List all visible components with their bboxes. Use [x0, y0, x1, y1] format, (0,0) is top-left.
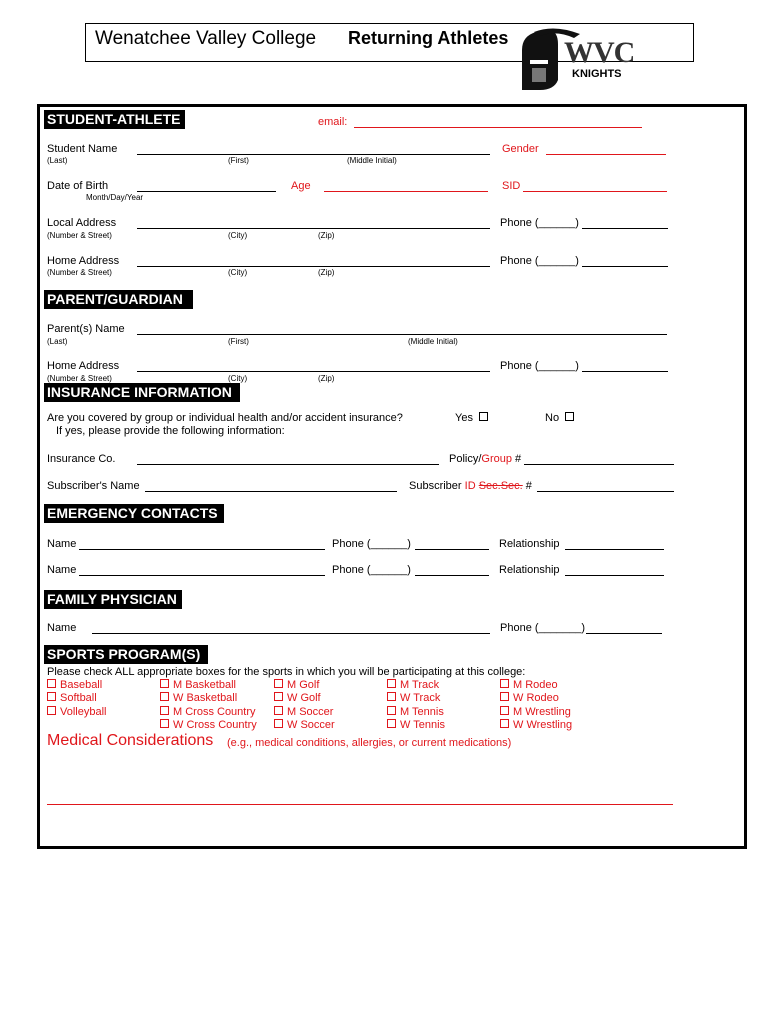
sport-label: M Soccer: [287, 705, 334, 718]
physician-phone-field[interactable]: [586, 633, 662, 634]
logo-subtext: KNIGHTS: [572, 68, 622, 80]
sport-label: M Wrestling: [513, 705, 571, 718]
email-label: email:: [318, 116, 348, 128]
parents-name-label: Parent(s) Name: [47, 323, 125, 335]
insurance-company-field[interactable]: [137, 464, 439, 465]
emergency1-name-field[interactable]: [79, 549, 325, 550]
sport-label: M Cross Country: [173, 705, 256, 718]
medical-hint: (e.g., medical conditions, allergies, or current medications): [227, 737, 512, 749]
medical-label: Medical Considerations: [47, 732, 214, 749]
group-label: Group: [481, 453, 512, 465]
dob-field[interactable]: [137, 191, 276, 192]
sport-option[interactable]: [47, 706, 106, 719]
sport-option[interactable]: [500, 692, 572, 705]
email-field[interactable]: [354, 127, 642, 128]
sport-checkbox[interactable]: [47, 692, 56, 701]
sport-checkbox[interactable]: [160, 719, 169, 728]
section-insurance: INSURANCE INFORMATION: [44, 383, 240, 402]
sport-label: M Track: [400, 679, 440, 691]
sport-label: W Tennis: [400, 719, 446, 732]
sport-checkbox[interactable]: [387, 679, 396, 688]
sport-label: M Basketball: [173, 679, 236, 691]
sport-label: M Tennis: [400, 705, 444, 718]
student-last-hint: (Last): [47, 156, 68, 165]
sport-label: W Soccer: [287, 719, 335, 732]
yes-label: Yes: [455, 412, 473, 424]
sport-checkbox[interactable]: [47, 679, 56, 688]
sports-column-4: [387, 679, 445, 733]
college-name: Wenatchee Valley College: [95, 28, 317, 49]
sport-option[interactable]: [387, 706, 445, 719]
sport-label: Baseball: [60, 679, 103, 691]
secsec-label: Sec.Sec.: [478, 480, 523, 492]
local-city-hint: (City): [228, 231, 248, 240]
no-checkbox[interactable]: [565, 412, 574, 421]
subscriber-id-label: [409, 480, 532, 492]
section-parent-guardian: PARENT/GUARDIAN: [44, 290, 193, 309]
parent-phone-field[interactable]: [582, 371, 668, 372]
sports-column-2: [160, 679, 257, 733]
local-phone-field[interactable]: [582, 228, 668, 229]
parent-street-hint: (Number & Street): [47, 374, 112, 383]
sport-checkbox[interactable]: [160, 706, 169, 715]
sport-label: Softball: [60, 692, 97, 705]
emergency1-relationship-label: Relationship: [499, 538, 560, 550]
sport-checkbox[interactable]: [274, 679, 283, 688]
sport-label: W Rodeo: [513, 692, 559, 705]
policy-label: Policy/: [449, 453, 482, 465]
sport-label: W Cross Country: [173, 719, 257, 732]
student-name-field[interactable]: [137, 154, 490, 155]
sport-option[interactable]: [500, 706, 572, 719]
sport-option[interactable]: [160, 679, 257, 692]
parents-name-field[interactable]: [137, 334, 667, 335]
emergency2-phone-label: Phone (______): [332, 564, 411, 576]
student-middle-hint: (Middle Initial): [347, 156, 397, 165]
sport-option[interactable]: [160, 692, 257, 705]
sport-label: Volleyball: [60, 705, 107, 718]
sport-label: W Track: [400, 692, 441, 705]
sport-checkbox[interactable]: [500, 692, 509, 701]
emergency2-name-field[interactable]: [79, 575, 325, 576]
sport-option[interactable]: [500, 679, 572, 692]
subscriber-hash: #: [525, 480, 532, 492]
subscriber-name-field[interactable]: [145, 491, 397, 492]
gender-field[interactable]: [546, 154, 666, 155]
home-city-hint: (City): [228, 268, 248, 277]
section-student-athlete: STUDENT-ATHLETE: [44, 110, 185, 129]
policy-group-label: [449, 453, 521, 465]
age-label: Age: [291, 180, 311, 192]
sport-option[interactable]: [387, 719, 445, 732]
sports-column-1: [47, 679, 106, 719]
sport-checkbox[interactable]: [160, 679, 169, 688]
sport-option[interactable]: [274, 692, 335, 705]
sport-checkbox[interactable]: [500, 679, 509, 688]
sport-label: W Golf: [287, 692, 321, 705]
sport-checkbox[interactable]: [274, 706, 283, 715]
sports-column-5: [500, 679, 572, 733]
local-address-label: Local Address: [47, 217, 117, 229]
sid-field[interactable]: [523, 191, 667, 192]
sport-checkbox[interactable]: [274, 719, 283, 728]
emergency1-phone-label: Phone (______): [332, 538, 411, 550]
no-label: No: [545, 412, 560, 424]
emergency2-name-label: Name: [47, 564, 77, 576]
insurance-yes-option[interactable]: [455, 412, 492, 424]
parent-first-hint: (First): [228, 337, 249, 346]
parent-city-hint: (City): [228, 374, 248, 383]
emergency1-relationship-field[interactable]: [565, 549, 664, 550]
parent-home-address-field[interactable]: [137, 371, 490, 372]
sport-checkbox[interactable]: [387, 706, 396, 715]
home-address-label: Home Address: [47, 255, 120, 267]
sport-label: W Basketball: [173, 692, 238, 705]
sport-option[interactable]: [274, 719, 335, 732]
dob-format-hint: Month/Day/Year: [86, 193, 144, 202]
dob-label: Date of Birth: [47, 180, 109, 192]
student-name-label: Student Name: [47, 143, 118, 155]
id-label: ID: [464, 480, 476, 492]
sport-label: W Wrestling: [513, 719, 573, 732]
home-zip-hint: (Zip): [318, 268, 335, 277]
subscriber-label: Subscriber: [409, 480, 462, 492]
emergency2-relationship-label: Relationship: [499, 564, 560, 576]
age-field[interactable]: [324, 191, 488, 192]
sport-option[interactable]: [274, 706, 335, 719]
sport-option[interactable]: [47, 679, 106, 692]
home-address-field[interactable]: [137, 266, 490, 267]
sport-option[interactable]: [387, 679, 445, 692]
section-sports: SPORTS PROGRAM(S): [44, 645, 208, 664]
parent-zip-hint: (Zip): [318, 374, 335, 383]
sid-label: SID: [502, 180, 521, 192]
local-zip-hint: (Zip): [318, 231, 335, 240]
form-title: Returning Athletes: [348, 28, 509, 48]
sport-checkbox[interactable]: [387, 719, 396, 728]
policy-group-field[interactable]: [524, 464, 674, 465]
sport-option[interactable]: [160, 706, 257, 719]
local-phone-label: Phone (______): [500, 217, 579, 229]
sport-checkbox[interactable]: [274, 692, 283, 701]
sports-instruction: Please check ALL appropriate boxes for the sports in which you will be participating at this college:: [47, 666, 526, 678]
medical-field[interactable]: [47, 804, 673, 805]
physician-phone-label: Phone (_______): [500, 622, 586, 634]
policy-hash: #: [515, 453, 522, 465]
parent-middle-hint: (Middle Initial): [408, 337, 458, 346]
sport-checkbox[interactable]: [500, 719, 509, 728]
sport-option[interactable]: [274, 679, 335, 692]
local-street-hint: (Number & Street): [47, 231, 112, 240]
parent-last-hint: (Last): [47, 337, 68, 346]
emergency1-name-label: Name: [47, 538, 77, 550]
home-phone-label: Phone (______): [500, 255, 579, 267]
parent-phone-label: Phone (______): [500, 360, 579, 372]
sport-label: M Golf: [287, 679, 320, 691]
sport-label: M Rodeo: [513, 679, 558, 691]
sport-checkbox[interactable]: [387, 692, 396, 701]
sport-checkbox[interactable]: [160, 692, 169, 701]
insurance-no-option[interactable]: [545, 412, 578, 424]
local-address-field[interactable]: [137, 228, 490, 229]
insurance-followup: If yes, please provide the following information:: [56, 425, 285, 437]
sport-checkbox[interactable]: [47, 706, 56, 715]
home-phone-field[interactable]: [582, 266, 668, 267]
gender-label: Gender: [502, 143, 539, 155]
sport-option[interactable]: [47, 692, 106, 705]
emergency1-phone-field[interactable]: [415, 549, 489, 550]
sport-checkbox[interactable]: [500, 706, 509, 715]
sport-option[interactable]: [387, 692, 445, 705]
sports-column-3: [274, 679, 335, 733]
student-first-hint: (First): [228, 156, 249, 165]
sport-option[interactable]: [160, 719, 257, 732]
insurance-question: Are you covered by group or individual health and/or accident insurance?: [47, 412, 403, 424]
home-street-hint: (Number & Street): [47, 268, 112, 277]
section-emergency: EMERGENCY CONTACTS: [44, 504, 224, 523]
section-physician: FAMILY PHYSICIAN: [44, 590, 182, 609]
emergency2-phone-field[interactable]: [415, 575, 489, 576]
subscriber-name-label: Subscriber's Name: [47, 480, 140, 492]
sport-option[interactable]: [500, 719, 572, 732]
wvc-knights-logo: [518, 24, 640, 92]
parent-home-address-label: Home Address: [47, 360, 120, 372]
subscriber-id-field[interactable]: [537, 491, 674, 492]
emergency2-relationship-field[interactable]: [565, 575, 664, 576]
logo-text: WVC: [564, 36, 635, 69]
physician-name-label: Name: [47, 622, 77, 634]
physician-name-field[interactable]: [92, 633, 490, 634]
yes-checkbox[interactable]: [479, 412, 488, 421]
insurance-company-label: Insurance Co.: [47, 453, 116, 465]
